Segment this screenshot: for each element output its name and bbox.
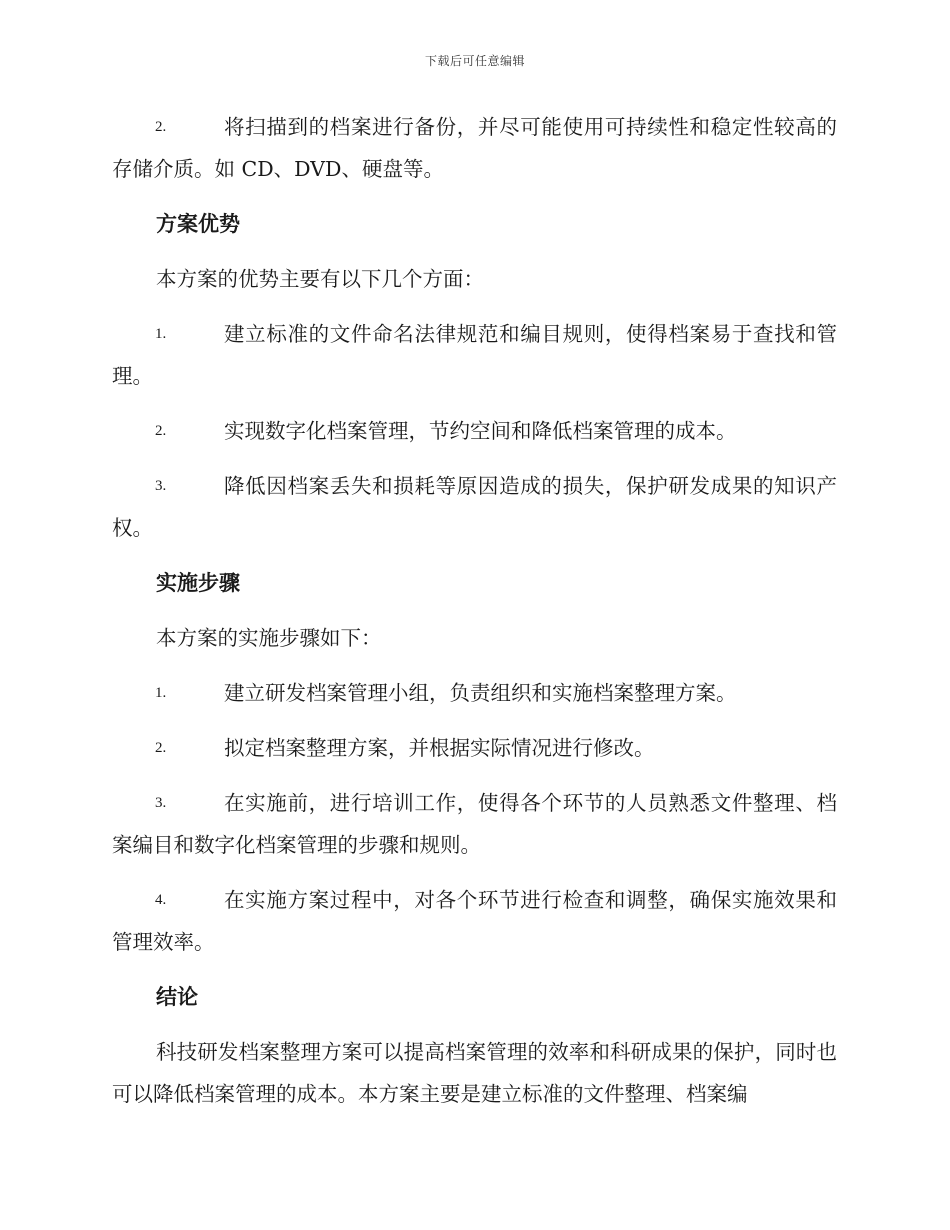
page-header: 下载后可任意编辑 — [424, 54, 525, 68]
list-text: 拟定档案整理方案，并根据实际情况进行修改。 — [224, 736, 655, 760]
section-heading-steps: 实施步骤 — [156, 571, 240, 595]
list-item — [112, 410, 837, 452]
list-text: 降低因档案丢失和损耗等原因造成的损失，保护研发成果的知识产权。 — [112, 474, 837, 540]
list-item — [112, 465, 837, 549]
list-text: 实现数字化档案管理，节约空间和降低档案管理的成本。 — [224, 419, 737, 443]
list-number: 2. — [155, 423, 167, 439]
list-item — [112, 313, 837, 397]
list-number: 2. — [155, 119, 167, 135]
list-number: 2. — [155, 740, 167, 756]
list-text: 建立研发档案管理小组，负责组织和实施档案整理方案。 — [224, 681, 737, 705]
list-number: 3. — [155, 795, 167, 811]
list-number: 4. — [155, 892, 167, 908]
section-heading-advantages: 方案优势 — [156, 212, 240, 236]
conclusion-paragraph: 科技研发档案整理方案可以提高档案管理的效率和科研成果的保护，同时也可以降低档案管理的成本。本方案主要是建立标准的文件整理、档案编 — [112, 1040, 837, 1106]
section-intro-advantages: 本方案的优势主要有以下几个方面： — [156, 267, 484, 291]
list-item — [112, 782, 837, 866]
section-heading-conclusion: 结论 — [156, 985, 198, 1009]
list-text: 在实施前，进行培训工作，使得各个环节的人员熟悉文件整理、档案编目和数字化档案管理的步骤和规则。 — [112, 791, 837, 857]
list-number: 1. — [155, 326, 167, 342]
list-number: 3. — [155, 478, 167, 494]
list-text: 在实施方案过程中，对各个环节进行检查和调整，确保实施效果和管理效率。 — [112, 888, 837, 954]
list-item — [112, 879, 837, 963]
list-item — [112, 727, 837, 769]
list-number: 1. — [155, 685, 167, 701]
list-item — [112, 672, 837, 714]
list-text: 建立标准的文件命名法律规范和编目规则，使得档案易于查找和管理。 — [112, 322, 837, 388]
section-intro-steps: 本方案的实施步骤如下： — [156, 626, 382, 650]
list-item — [112, 106, 837, 190]
list-text: 将扫描到的档案进行备份，并尽可能使用可持续性和稳定性较高的存储介质。如 CD、DVD、硬盘等。 — [112, 115, 837, 181]
